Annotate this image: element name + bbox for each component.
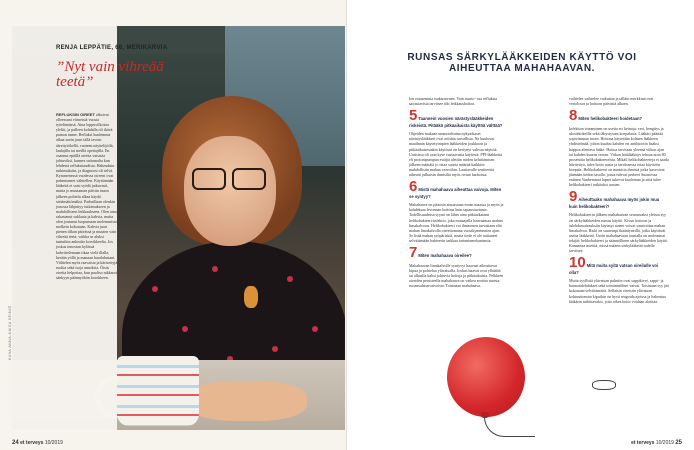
left-footer-issue: 10/2019 bbox=[44, 440, 63, 446]
question-6-heading: Mistä mahahaava aiheuttaa vaivoja. Miten se syntyy? bbox=[409, 187, 502, 200]
left-footer-brand: et terveys bbox=[20, 440, 44, 446]
question-7-number: 7 bbox=[409, 243, 418, 261]
pull-quote: ”Nyt vain vihreää teetä” bbox=[56, 59, 164, 90]
body-text: alkoivat olleessani viimeisiä vuosia työelämässä. Aina loppuvilkoista yleltti, ja palleen kohdalla oli ikävä painon tunne. Refluksi kuulemma alkaa usein juuri tällä tavoin äärettyiökellä, vuoteen näyttelijöilä, laulajilla tai meillä opettajilla. En osannut epäillä oireita vatsasta johtuviksi, kunnes sattumalta kun lehdestä refluksitaudista. Hakeuduin tutkimuksiin, ja diagnoosi oli selvä. Kymmenessä vuodessa oireeni ovat pahentuneet vähitellen. Käyttämään lääkettä ei saisi syödä jatkuvasti, mutta jo muutaman päivän tauon jälkeen polttelu alkaa käydä sietämättömäksi. Parhaillaan olenkin jonossa lähjuttyy tutkimukseen ja mahdolliseen leikkaukseen. Olen aina rakastanut suklaata ja kahvia, mutta olen joutunut luopumaan molemmista melkein kokonaan. Kahvia juon pienen tilkan päivässä ja muuten vain vihreää teetä, vaikka se aluksi tuntuikin ankealta korvikkeelta. Jos joskus innostun kyläsuä kahvittelemaan tikaa vielä illalla, herään yöllä ja manaan harahdustani. Välttelen myös raavaisia ja kärisettyjä ruokia sekä isoja annoksia. Öisin oireita helpottaa, kun puoliso nikkaroi sänkyyn päännyökön korokkeen. bbox=[56, 112, 118, 280]
dress-dot bbox=[212, 266, 218, 272]
body-lead: REFLUKSIN OIREET bbox=[56, 112, 95, 117]
dress-dot bbox=[272, 346, 278, 352]
question-6-text: Mahahaava on pääosin ainoastaan moan maassa ja myös ja kahdeksaa levonnan hoitona kuin tapaustuotanto. Todellisuudessa syynä on lähes aina pitkäaikainen helikobakteeri-infektio, joka mutaajalla haavaamaa mahan limakalvoon. Helikobakteeri voi ilmmenen turvattaan eliä mahan limakalvolla oireettomana vuosikymmenien ajan. Se lisää mahan syöpäriskiä, mutta tiede ei ole uuttaneet selvittämään bakteerin tarkkaa tartuntamekanismia. bbox=[409, 202, 504, 243]
right-footer bbox=[631, 440, 682, 446]
pendant bbox=[244, 286, 258, 308]
person-face bbox=[184, 136, 276, 246]
dress-dot bbox=[182, 326, 188, 332]
question-10-heading: Mitä muita syitä vatsan oireilulle voi olla? bbox=[569, 263, 659, 276]
striped-mug bbox=[117, 356, 199, 426]
question-8-heading: Miten helikobakteeri hoidetaan? bbox=[578, 116, 643, 122]
question-9-heading: Aiheuttaako mahahaava myös jokin muu kuin helikobakteeri? bbox=[569, 197, 660, 210]
question-10-text: Muita syyllisiä ylävatsan pulmiin ovat sappikivet, sappi- ja haimatulehdukset sekä toiminnalliset vaivat. Toisinaan syy jää kokonaan selvittämättä. Sellaisin oireisiin ylävatsan kohtuuttomiin kipuihin on hyvä reagoida ajoissa ja hakeutua lääkärin tutkittavaksi, jotta oikea hoito voidaan aloittaa. bbox=[569, 278, 669, 304]
question-6-number: 6 bbox=[409, 178, 418, 196]
profile-body bbox=[56, 112, 118, 280]
dress-dot bbox=[152, 286, 158, 292]
right-page-number: 25 bbox=[675, 440, 682, 446]
right-footer-issue: 10/2019 bbox=[655, 440, 674, 446]
question-5-heading: Taannein vuosien närästyslääkkeiden riskeistä. Pitääkö pitkäaikaista käyttöä välttää? bbox=[409, 116, 503, 129]
column-3 bbox=[569, 96, 669, 307]
right-footer-brand: et terveys bbox=[631, 440, 655, 446]
red-balloon-illustration bbox=[447, 337, 525, 417]
photo-credit: KUVA ANNA-KAISA SEINIÖ bbox=[8, 305, 12, 360]
left-page-number: 24 bbox=[12, 440, 19, 446]
question-7-heading: Miten mahahaava oireilee? bbox=[418, 252, 472, 258]
glasses-icon bbox=[192, 168, 268, 188]
deflated-balloon-illustration bbox=[592, 380, 616, 390]
question-8-text: Infektion toteaminen on useita eri keinoja: veri, hengitys ja ulostekokeilla sekä tähystysten koepalasta. Lääkäri päättää sopivimman tavan. Hoitona käytetään kolmen lääkkeen yhdistelmää, johon kuuluu kahden eri antibiootin lisäksi happoa alentava lääke. Hoitoa tarvitaan yleensä viikon ajan tai kahden kuurin verran. Viikon hätälääkitys tehoaa noin 80 prosenttia helikobakteereista. Mikäli helikobakteereja ei saada hävitettyä, tulee hoito uusia ja tarvittaessa ottaa käyttöön koepala. Helikobakteeri on mmuttia ihmisiä jotka kasvoivat jäämään tiedon tasolla, joista tulevat perheet Suomessa entinen Vanhemmat lapset tukevat kuoleman ja siitä tulee helikobakteeri tutkituksi uusien. bbox=[569, 126, 669, 188]
question-9-text: Helikobakteerin jälkeen mahahaavan seuraavaksi yleisin syy on särkylääkkeiden runsas käyttö. Kivun hoitoon ja tulehdussairauksiin käytetyt aineet voivat vaurioittaa mahan limakalvoa. Riski on suurempi ikääntyneillä, jotka käyttävät useita lääkkeitä. Usein mahahaavaan taustalla on molemmat tekijät: helikobakteeri ja säännöllinen särkylääkkeiden käyttö. Kannattaa miettiä, missä määrin särkylääkettä todella tarvitsee. bbox=[569, 212, 669, 254]
col3-intro: vaihtelee vaihtelee vaikuttaa ja tälläin merkkinä ovat veriolosot ja hoitoon päivästä alkaen. bbox=[569, 96, 654, 107]
dress-dot bbox=[287, 276, 293, 282]
question-8-number: 8 bbox=[569, 107, 578, 125]
profile-kicker: RENJA LEPPÄTIE, 66, MERIKARVIA bbox=[56, 45, 168, 51]
column-1 bbox=[409, 96, 504, 291]
question-5-text: Ohjeiden mukaan ummoteltuina nykyaikaset närästyslääkkeet ovat erittäin turvallisia. Ne kuuluvat maailman käytetyimpien lääkkeiden joukkoon ja pitkäaikaisestakin käytöstä on kertynyt vahvaa näyttöä. Uutisissa oli osin kyse vastaavasta käytöstä. PPI-lääkkeitä eli protonipumpun estäjiä alettiin niiden kehittämisen jälkeen määrätä jo ottaa suurta määrää kaikkiin mahdollisiin mahan vaivoihin. Lauttavalle sentiteettä aiheutti julkaisin ihmisiltä myös rivuat harhoista. bbox=[409, 131, 502, 178]
question-9-number: 9 bbox=[569, 188, 578, 206]
left-footer bbox=[12, 440, 63, 446]
question-7-text: Mahahaavan limakalvolle syntyvyt haavaat aiheuttavat kipua ja polttelua ylävatsalla. Joskus haavat ovat ylhäältä tai alhaalla kaksi johtuvia hoitoja ja pitkäaikaisia. Pelkkien oireiden perusteella mahahaava on vaikea erottaa muista ruoansulatusvaivoista. Toisinaan mahahaava. bbox=[409, 262, 504, 289]
question-5-number: 5 bbox=[409, 107, 418, 125]
question-10-number: 10 bbox=[569, 254, 586, 272]
headline: RUNSAS SÄRKYLÄÄKKEIDEN KÄYTTÖ VOI AIHEUTTAA MAHAHAAVAN. bbox=[407, 52, 637, 74]
dress-dot bbox=[312, 326, 318, 332]
hands bbox=[187, 381, 307, 421]
col1-intro: lon reaaseninta tsukaratvuen. Vain murto- osa refluksia sairastavista tarvitsee tiltt leikkaushoitoa. bbox=[409, 96, 498, 107]
